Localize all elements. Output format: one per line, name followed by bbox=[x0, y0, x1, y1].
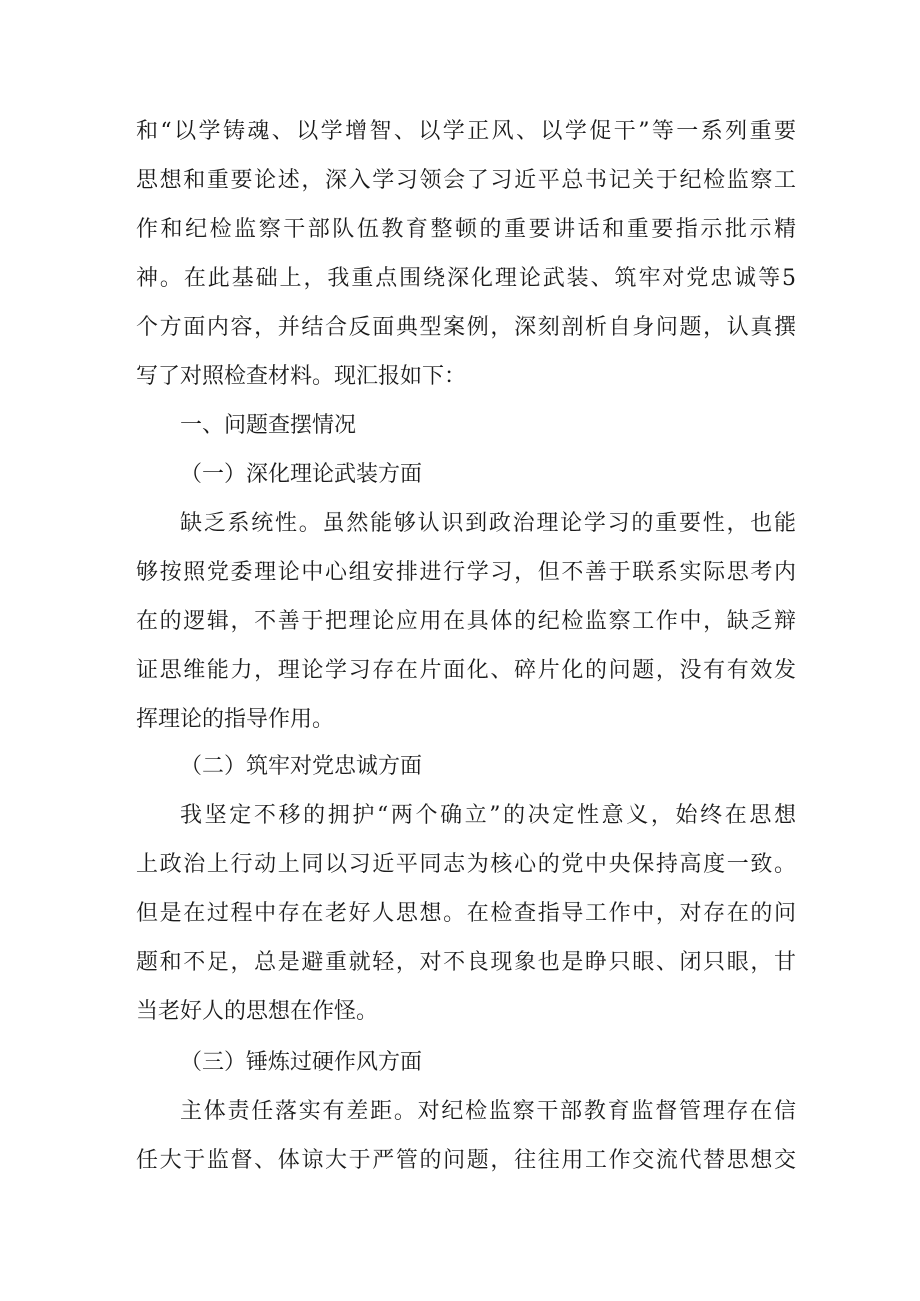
paragraph-line: 我坚定不移的拥护“两个确立”的决定性意义，始终在思想 bbox=[180, 803, 796, 828]
paragraph-line: 证思维能力，理论学习存在片面化、碎片化的问题，没有有效发 bbox=[136, 658, 796, 683]
paragraph-line: 写了对照检查材料。现汇报如下： bbox=[136, 364, 467, 389]
subsection-heading: （二）筑牢对党忠诚方面 bbox=[180, 754, 423, 779]
paragraph-line: 题和不足，总是避重就轻，对不良现象也是睁只眼、闭只眼，甘 bbox=[136, 950, 796, 975]
paragraph-line: 缺乏系统性。虽然能够认识到政治理论学习的重要性，也能 bbox=[180, 511, 796, 536]
paragraph-line: 但是在过程中存在老好人思想。在检查指导工作中，对存在的问 bbox=[136, 901, 796, 926]
subsection-heading: （三）锤炼过硬作风方面 bbox=[180, 1050, 423, 1075]
paragraph-line: 作和纪检监察干部队伍教育整顿的重要讲话和重要指示批示精 bbox=[136, 217, 796, 242]
section-heading: 一、问题查摆情况 bbox=[180, 413, 357, 438]
paragraph-line: 够按照党委理论中心组安排进行学习，但不善于联系实际思考内 bbox=[136, 560, 796, 585]
paragraph-line: 思想和重要论述，深入学习领会了习近平总书记关于纪检监察工 bbox=[136, 168, 796, 193]
paragraph-line: 在的逻辑，不善于把理论应用在具体的纪检监察工作中，缺乏辩 bbox=[136, 609, 796, 634]
paragraph-line: 神。在此基础上，我重点围绕深化理论武装、筑牢对党忠诚等5 bbox=[136, 266, 796, 291]
paragraph-line: 当老好人的思想在作怪。 bbox=[136, 999, 379, 1024]
paragraph-line: 挥理论的指导作用。 bbox=[136, 707, 335, 732]
paragraph-line: 上政治上行动上同以习近平同志为核心的党中央保持高度一致。 bbox=[136, 852, 796, 877]
paragraph-line: 个方面内容，并结合反面典型案例，深刻剖析自身问题，认真撰 bbox=[136, 315, 796, 340]
paragraph-line: 和“以学铸魂、以学增智、以学正风、以学促干”等一系列重要 bbox=[136, 119, 796, 144]
subsection-heading: （一）深化理论武装方面 bbox=[180, 462, 423, 487]
paragraph-line: 任大于监督、体谅大于严管的问题，往往用工作交流代替思想交 bbox=[136, 1148, 796, 1173]
paragraph-line: 主体责任落实有差距。对纪检监察干部教育监督管理存在信 bbox=[180, 1099, 796, 1124]
